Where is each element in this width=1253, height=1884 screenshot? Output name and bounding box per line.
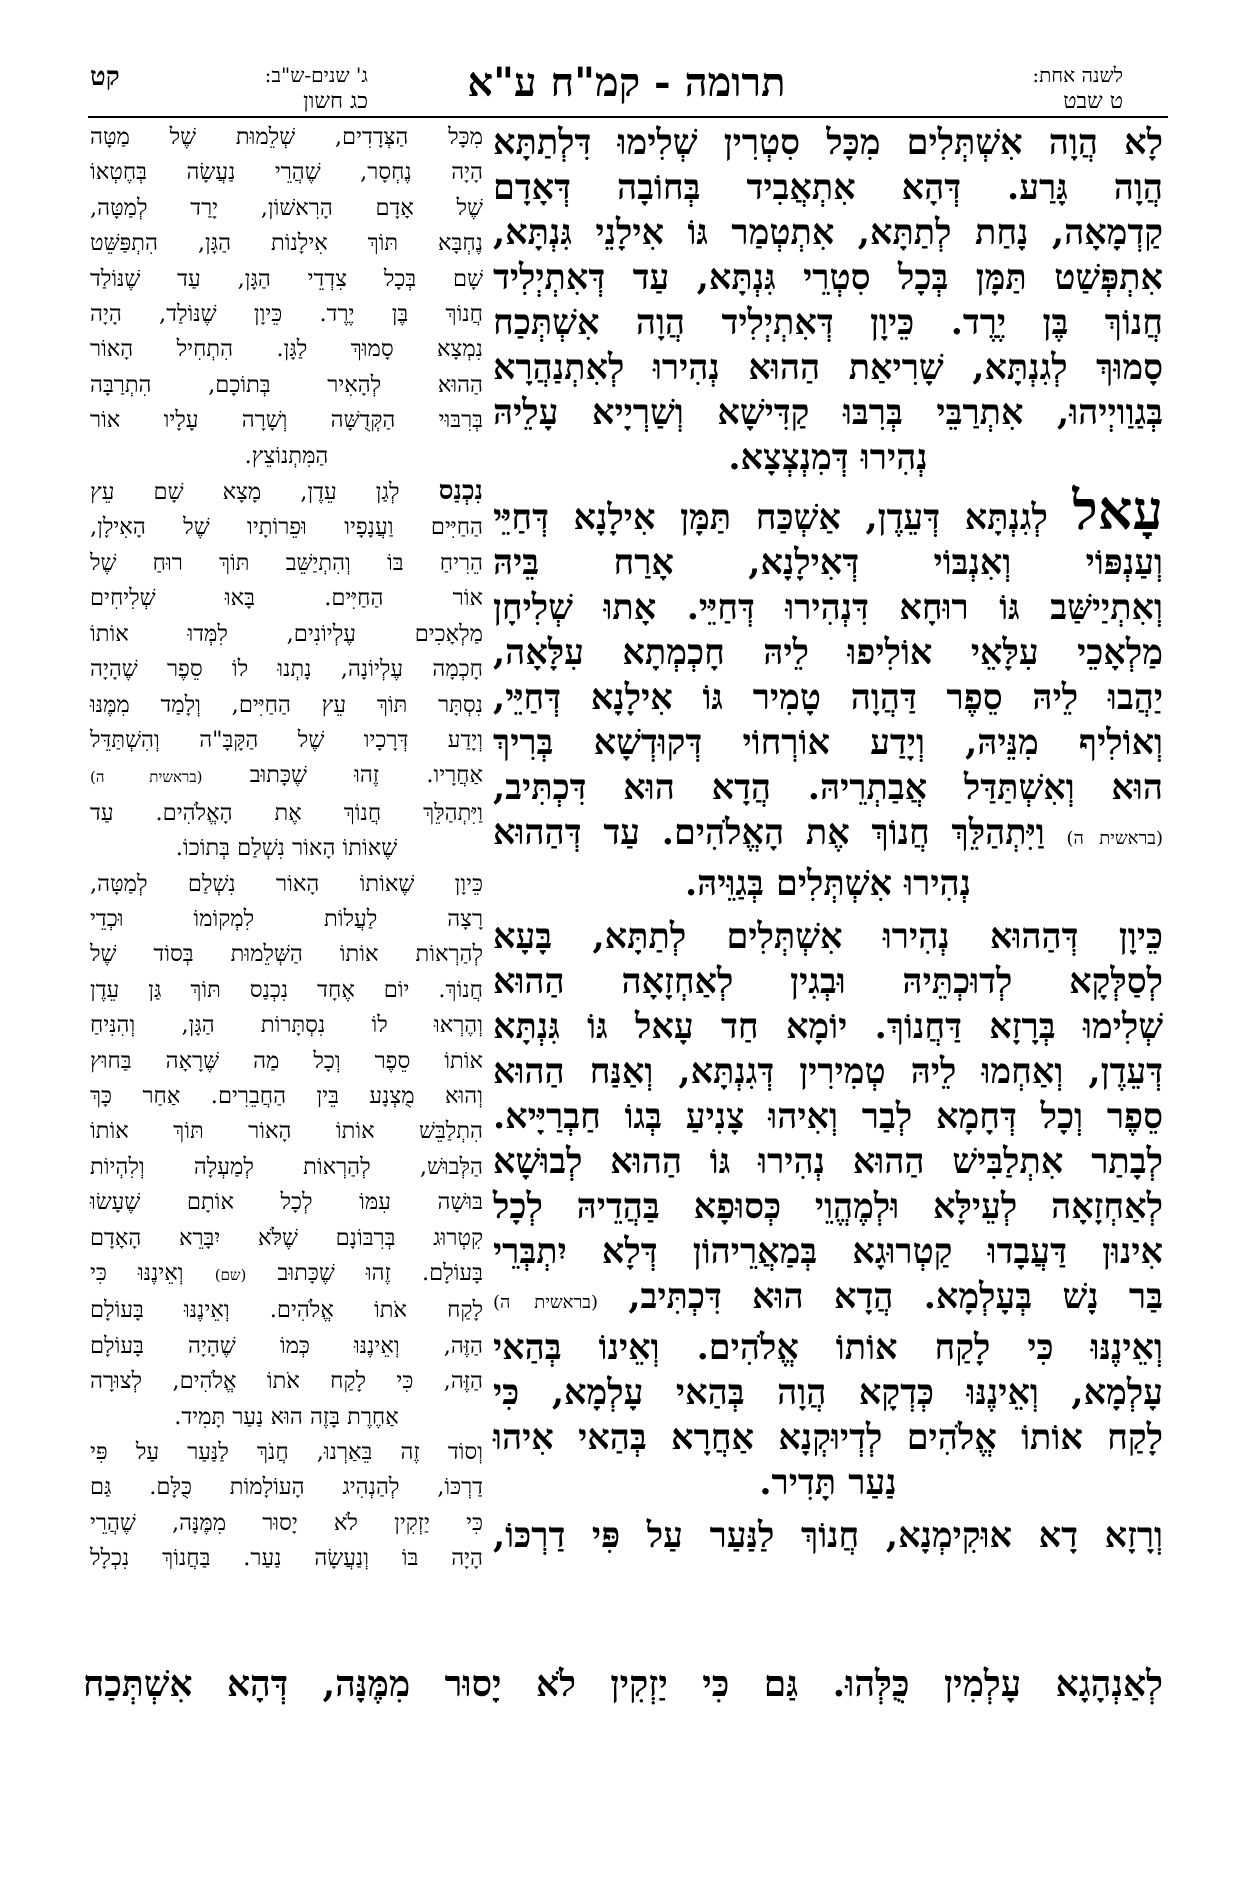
comm-line: דַרְכּוֹ, לְהַנְהִיג הָעוֹלָמוֹת כֻּלָּם. גַּם [90,1474,483,1501]
text-span: בַּר נָשׁ בְּעָלְמָא. הֲדָא הוּא דִּכְתִּיב, [628,1276,1163,1317]
text-span: אַחֲרָיו. זֶהוּ שֶׁכָּתוּב [249,762,484,789]
comm-line: רָצָה לַעֲלוֹת לִמְקוֹמוֹ וּכְדֵי [90,905,483,932]
comm-line: קִטְרוּג בְּרִבּוֹנָם שֶׁלֹּא יִבָּרֵא הָאָדָם [90,1224,483,1251]
text-line: הוּא וְאִשְׁתַּדַּל אֲבַתְרֵיהּ. הֲדָא הוּא דִּכְתִּיב, [493,767,1163,808]
comm-line: וְיָדַע דְּרָכָיו שֶׁל הַקָּבָּ"ה וְהִשְׁתַּדֵּל [90,726,483,753]
text-line: לְסַלְּקָא לְדוּכְתֵּיהּ וּבְגִין לְאַחְזָאָה הַהוּא [493,961,1163,1002]
schedule-one-year-date: ט שבט [1063,89,1123,114]
text-line: דְּעֵדֶן, וְאַחְמוּ לֵיהּ טְמִירִין דְּגִנְתָּא, וְאַנַּח הַהוּא [493,1051,1163,1092]
comm-line: אוֹר הַחַיִּים. בָּאוּ שְׁלִיחִים [90,585,483,612]
comm-line: הַזֶּה, וְאֵינֶנּוּ כְּמוֹ שֶׁהָיָה בָּעוֹלָם [90,1332,483,1359]
text-line: נַעַר תָּדִיר. [759,1462,897,1503]
comm-line: הָיָה נֶחְסָר, שֶׁהֲרֵי נַעֲשָׂה בְּחֶטְאוֹ [90,159,483,186]
text-line [493,478,1163,542]
comm-line: הַהוּא לְהָאִיר בְּתוֹכָם, הִתְרַבָּה [90,371,483,398]
comm-line: בְּרִבּוּי הַקְּדֻשָּׁה וְשָׁרָה עָלָיו אוֹר [90,407,483,434]
comm-line: מִכָּל הַצְּדָדִים, שְׁלֵמוּת שֶׁל מַטָּה [90,124,483,150]
comm-line: נֶחְבָּא תּוֹךְ אִילָנוֹת הַגָּן, הִתְפַּשֵּׁט [90,230,483,257]
comm-line: הַלְּבוּשׁ, לְהַרְאוֹת לְמַעְלָה וְלִהְיוֹת [90,1153,483,1180]
text-line: לָא הֲוָה אִשְׁתְּלִים מִכָּל סִטְרִין שְׁלִימוּ דִּלְתַתָּא [493,122,1163,163]
comm-line: חֲנוֹךְ בֶּן יֶרֶד. כֵּיוָן שֶׁנּוֹלַד, הָיָה [90,301,483,328]
text-span: לְגִנְתָּא דְּעֵדֶן, אַשְׁכַּח תַּמָּן אִילָנָא דְּחַיֵּי [493,497,1048,538]
comm-line: כֵּיוָן שֶׁאוֹתוֹ הָאוֹר נִשְׁלַם לְמַטָּה, [90,870,483,897]
text-line: וְרָזָא דָא אוּקִימְנָא, חֲנוֹךְ לַנַּעַר עַל פִּי דַרְכּוֹ, [493,1515,1163,1556]
text-span: בָּעוֹלָם. זֶהוּ שֶׁכָּתוּב [277,1260,484,1286]
header-right [923,62,1123,116]
comm-line: שָׁם בְּכָל צִדְדֵי הַגָּן, עַד שֶׁנּוֹלַד [90,265,483,292]
comm-line [90,758,483,795]
text-line: נְהִירוּ אִשְׁתְּלִים בְּגַוֵּיהּ. [684,863,972,904]
comm-line: אוֹתוֹ סֵפֶר וְכָל מַה שֶּׁרָאָה בַּחוּץ [90,1047,483,1074]
page-number: קט [90,62,120,92]
text-line [493,1274,1163,1325]
comm-line: לָקַח אֹתוֹ אֱלֹהִים. וְאֵינֶנּוּ בָּעוֹלָם [90,1297,483,1324]
comm-line: וְהוּא מֻצְנָע בֵּין הַחֲבֵרִים. אַחַר כָּךְ [90,1082,483,1109]
text-line: שְׁלִימוּ בְּרָזָא דַּחֲנוֹךְ. יוֹמָא חַד עָאל גּוֹ גִּנְתָּא [493,1006,1163,1047]
header-left [148,62,368,116]
comm-line: וַיִּתְהַלֵּךְ חֲנוֹךְ אֶת הָאֱלֹהִים. עַד [90,799,483,826]
text-line: אִינוּן דַּעֲבָדוּ קַטְרוּגָא בְּמַאֲרֵיהוֹן דְּלָא יִתְבְּרֵי [493,1231,1163,1272]
comm-line: חָכְמָה עֶלְיוֹנָה, נָתְנוּ לוֹ סֵפֶר שֶׁהָיָה [90,656,483,683]
text-line [493,810,1163,861]
text-line: חֲנוֹךְ בֶּן יֶרֶד. כֵּיוָן דְּאִתְיְלִיד הֲוָה אִשְׁתְּכַח [493,302,1163,343]
text-line: לְאַנְהָגָא עָלְמִין כֻּלְּהוּ. גַּם כִּי יַזְקִין לֹא יָסוּר מִמֶּנָּה, דְּהָא אִשְׁתְּכַח [83,1663,1163,1705]
text-line: סָמוּךְ לְגִנְתָּא, שָׁרִיאַת הַהוּא נְהִירוּ לְאִתְנַהֲרָא [493,347,1163,388]
main-paragraph-3 [493,914,1163,1505]
text-line: וְאִתְיַישַּׁב גּוֹ רוּחָא דִּנְהִירוּ דְּחַיֵּי. אָתוּ שְׁלִיחָן [493,587,1163,628]
text-line: וְאוֹלִיף מִנֵּיהּ, וְיָדַע אוֹרְחוֹי דְּקוּדְשָׁא בְּרִיךְ [493,722,1163,763]
comm-line [90,1256,483,1293]
verse-reference: (שם) [214,1266,247,1284]
main-paragraph-4 [493,1513,1163,1558]
translation-column [90,120,483,1640]
verse-reference: (בראשית ה) [1066,828,1163,849]
text-line: לָקַח אוֹתוֹ אֱלֹהִים לְדְיוּקְנָא אַחֲרָא בְּהַאי אִיהוּ [493,1417,1163,1458]
text-span: וְאֵינֶנּוּ כִּי [90,1260,184,1286]
header-rule [88,116,1168,118]
text-line: לְאַחְזָאָה לְעֵילָּא וּלְמֶהֱוֵי כְּסוּפָא בַּהֲדֵיהּ לְכָל [493,1186,1163,1227]
comm-line: נִסְתָּר תּוֹךְ עֵץ הַחַיִּים, וְלָמַד מִמֶּנּוּ [90,691,483,718]
comm-line: נִמְצָא סָמוּךְ לַגָּן. הִתְחִיל הָאוֹר [90,336,483,363]
comm-line: הַזֶּה, כִּי לָקַח אֹתוֹ אֱלֹהִים, לְצוּרָה [90,1368,483,1395]
text-line: נְהִירוּ דְּמִנְצְצָא. [728,437,928,478]
comm-line: וְהֶרְאוּ לוֹ נִסְתָּרוֹת הַגָּן, וְהִנִּיחַ [90,1012,483,1039]
comm-line: וְסוֹד זֶה בֵּאַרְנוּ, חֲנֹךְ לַנַּעַר עַל פִּי [90,1439,483,1466]
comm-line: הֵרִיחַ בּוֹ וְהִתְיַשֵּׁב תּוֹךְ רוּחַ שֶׁל [90,549,483,576]
text-line: עָלְמָא, וְאֵינֶנּוּ כְּדְקָא הֲוָה בְּהַאי עָלְמָא, כִּי [493,1372,1163,1413]
comm-line: שֶׁל אָדָם הָרִאשׁוֹן, יָרַד לְמַטָּה, [90,194,483,221]
text-line: וְעַנְפּוֹי וְאִנְבּוֹי דְּאִילָנָא, אָרַח בֵּיהּ [493,542,1163,583]
comm-line: בּוּשָׁה עִמּוֹ לְכָל אוֹתָם שֶׁעָשׂוּ [90,1189,483,1216]
bottom-full-width-text [83,1660,1163,1709]
text-line: אִתְפְּשַׁט תַּמָּן בְּכָל סִטְרֵי גִּנְתָּא, עַד דְּאִתְיְלִיד [493,257,1163,298]
schedule-one-year: לשנה אחת: [1032,63,1123,87]
text-line: מַלְאָכֵי עִלָּאֵי אוֹלִיפוּ לֵיהּ חָכְמְתָא עִלָּאָה, [493,632,1163,673]
main-paragraph-1 [493,120,1163,480]
text-line: יַהֲבוּ לֵיהּ סֵפֶר דַּהֲוָה טָמִיר גּוֹ אִילָנָא דְּחַיֵּי, [493,677,1163,718]
lead-word: עָאל [1072,478,1163,542]
lead-word: נִכְנַס [438,476,483,507]
text-line: לְבָתַר אִתְלַבִּישׁ הַהוּא נְהִירוּ גּוֹ הַהוּא לְבוּשָׁא [493,1141,1163,1182]
comm-line: אַחֶרֶת בָּזֶה הוּא נַעַר תָּמִיד. [174,1403,399,1430]
verse-reference: (בראשית ה) [493,1292,598,1313]
comm-line: הַחַיִּים וַעֲנָפָיו וּפֵרוֹתָיו שֶׁל הָאִילָן, [90,514,483,541]
comm-line: הַמִּתְנוֹצֵץ. [244,442,329,469]
text-span: וַיִּתְהַלֵּךְ חֲנוֹךְ אֶת הָאֱלֹהִים. עַד דְּהַהוּא [493,812,1045,853]
schedule-three-years: ג' שנים-ש"ב: [264,63,368,87]
main-text-column [493,120,1163,1810]
text-line: וְאֵינֶנּוּ כִּי לָקַח אוֹתוֹ אֱלֹהִים. וְאֵינוֹ בְּהַאי [493,1327,1163,1368]
text-line: סֵפֶר וְכָל דְּחָמָא לְבַר וְאִיהוּ צָנִיעַ בְּגוֹ חַבְרַיָּיא. [493,1096,1163,1137]
comm-line: שֶׁאוֹתוֹ הָאוֹר נִשְׁלַם בְּתוֹכוֹ. [175,835,398,862]
comm-line: מַלְאָכִים עֶלְיוֹנִים, לִמְּדוּ אוֹתוֹ [90,620,483,647]
comm-line: לְהַרְאוֹת אוֹתוֹ הַשְּׁלֵמוּת בְּסוֹד שֶׁל [90,941,483,968]
comm-line: הִתְלַבֵּשׁ אוֹתוֹ הָאוֹר תּוֹךְ אוֹתוֹ [90,1118,483,1145]
main-paragraph-2 [493,478,1163,906]
text-line: בְּגַוַויְיהוּ, אִתְרַבֵּי בְּרִבּוּ קַדִּישָׁא וְשַׁרְיָיא עָלֵיהּ [493,392,1163,433]
comm-line [90,474,483,510]
comm-line: הָיָה בּוֹ וְנַעֲשָׂה נַעַר. בַּחֲנוֹךְ נִכְלָל [90,1545,483,1572]
comm-line: חֲנוֹךְ. יוֹם אֶחָד נִכְנַס תּוֹךְ גַּן עֵדֶן [90,976,483,1003]
comm-line: כִּי יַזְקִין לֹא יָסוּר מִמֶּנָּה, שֶׁהֲרֵי [90,1509,483,1536]
verse-reference: (בראשית ה) [90,768,203,787]
page-title: תרומה - קמ"ח ע"א [467,59,786,106]
text-line: הֲוָה גָּרַע. דְּהָא אִתְאֲבִיד בְּחוֹבָה דְּאָדָם [493,167,1163,208]
text-span: לְגַן עֵדֶן, מָצָא שָׁם עֵץ [90,479,400,506]
schedule-three-years-date: כג חשון [303,89,368,114]
text-line: קַדְמָאָה, נָחַת לְתַתָּא, אִתְטְמַר גּוֹ אִילָנֵי גִּנְתָּא, [493,212,1163,253]
text-line: כֵּיוָן דְּהַהוּא נְהִירוּ אִשְׁתְּלִים לְתַתָּא, בָּעָא [493,916,1163,957]
